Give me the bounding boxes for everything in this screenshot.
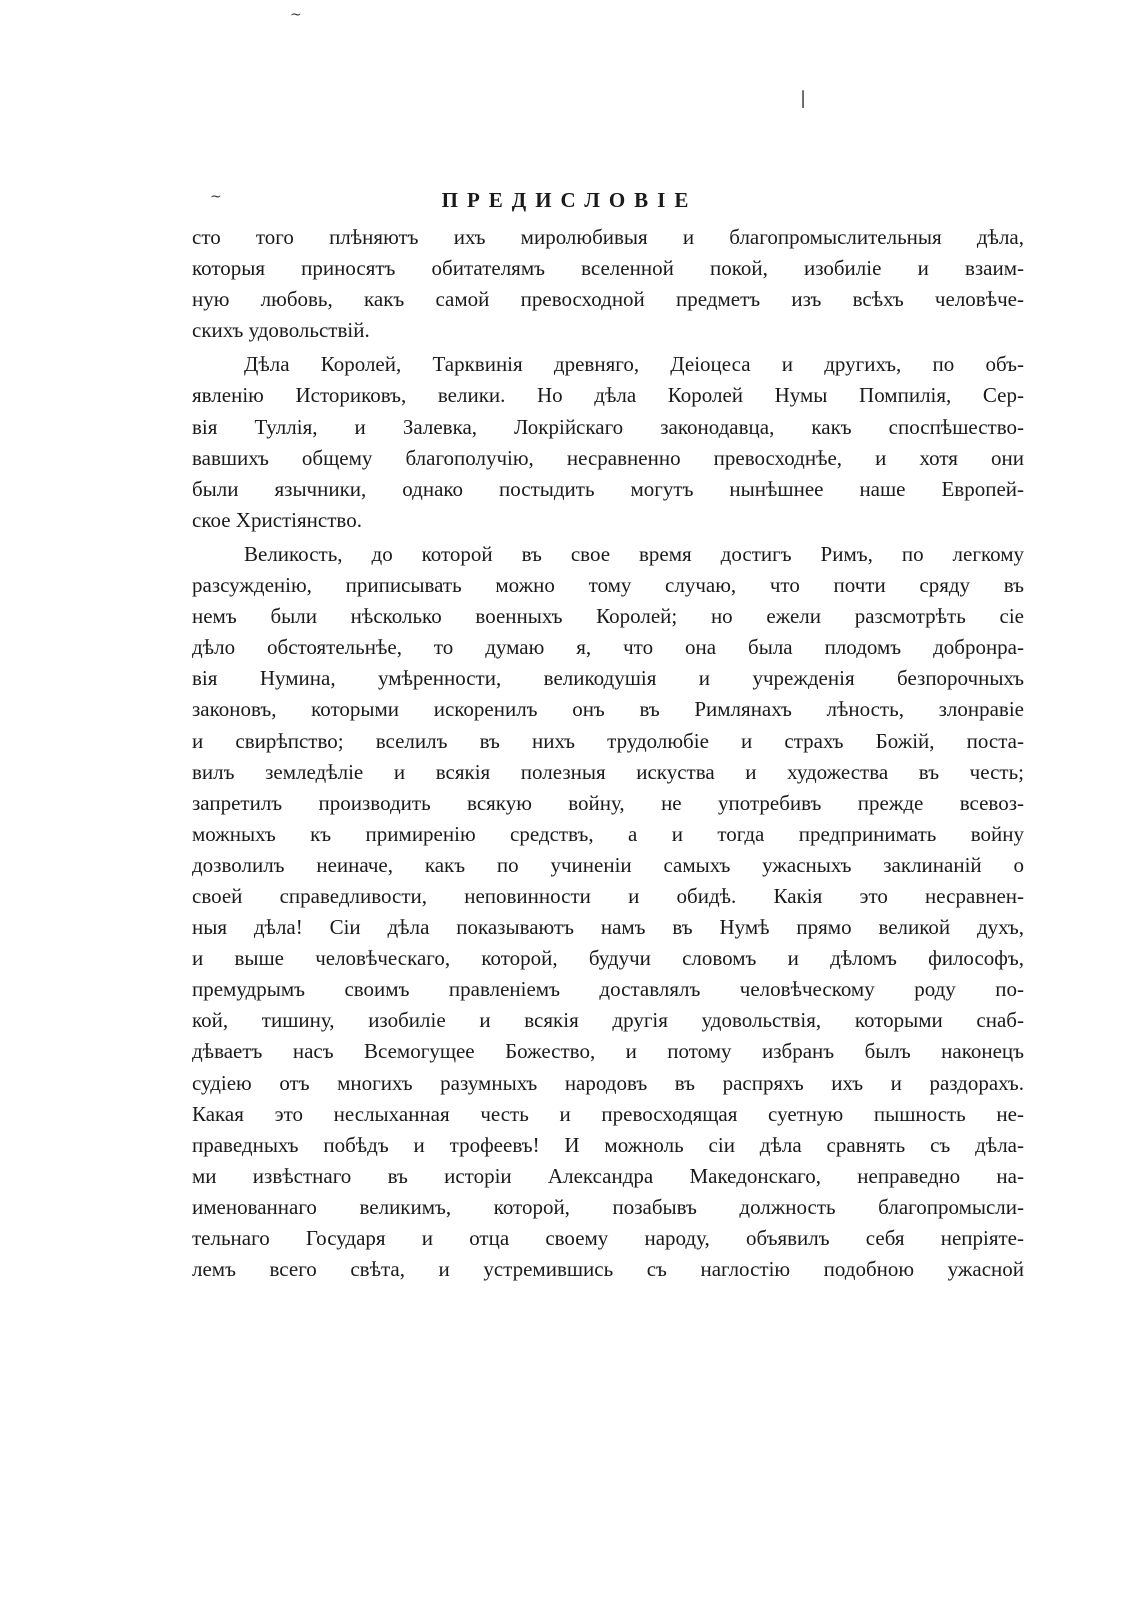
text-line: которыя приносятъ обитателямъ вселенной покой, изобиліе и взаим-: [192, 256, 1024, 281]
page-heading: ПРЕДИСЛОВІЕ: [441, 188, 698, 212]
text-line: вавшихъ общему благополучію, несравненно превосходнѣе, и хотя они: [192, 445, 1024, 470]
text-line: сто того плѣняютъ ихъ миролюбивыя и благопромыслительныя дѣла,: [192, 225, 1024, 249]
text-line: кой, тишину, изобиліе и всякія другія удовольствія, которыми снаб-: [192, 1008, 1024, 1033]
text-line: и выше человѣческаго, которой, будучи словомъ и дѣломъ философъ,: [192, 946, 1024, 971]
text-line: ское Христіянство.: [192, 507, 362, 532]
text-line: Великость, до которой въ свое время достигъ Римъ, по легкому: [244, 541, 1024, 566]
text-line: Какая это неслыханная честь и превосходящая суетную пышность не-: [192, 1101, 1024, 1126]
text-line: премудрымъ своимъ правленіемъ доставлялъ человѣческому роду по-: [192, 977, 1024, 1002]
ink-mark: |: [800, 88, 807, 109]
text-line: праведныхъ побѣдъ и трофеевъ! И можноль сіи дѣла сравнять съ дѣла-: [192, 1132, 1024, 1157]
text-line: и свирѣпство; вселилъ въ нихъ трудолюбіе и страхъ Божій, поста-: [192, 728, 1024, 753]
text-line: явленію Историковъ, велики. Но дѣла Королей Нумы Помпилія, Сер-: [192, 383, 1024, 408]
text-line: вія Туллія, и Залевка, Локрійскаго законодавца, какъ споспѣшество-: [192, 414, 1024, 439]
text-line: немъ были нѣсколько военныхъ Королей; но ежели разсмотрѣть сіе: [192, 604, 1024, 629]
text-line: скихъ удовольствій.: [192, 318, 370, 343]
text-line: разсужденію, приписывать можно тому случаю, что почти сряду въ: [192, 573, 1024, 598]
text-line: дѣваетъ насъ Всемогущее Божество, и потому избранъ былъ наконецъ: [192, 1039, 1024, 1064]
text-line: лемъ всего свѣта, и устремившись съ наглостію подобною ужасной: [192, 1257, 1024, 1282]
text-line: именованнаго великимъ, которой, позабывъ должность благопромысли-: [192, 1194, 1024, 1219]
text-line: судіею отъ многихъ разумныхъ народовъ въ распряхъ ихъ и раздорахъ.: [192, 1070, 1024, 1095]
body-text: [192, 222, 1024, 1285]
text-line: дозволилъ неиначе, какъ по учиненіи самыхъ ужасныхъ заклинаній о: [192, 852, 1024, 877]
text-line: запретилъ производить всякую войну, не употребивъ прежде всевоз-: [192, 790, 1024, 815]
text-line: тельнаго Государя и отца своему народу, объявилъ себя непріяте-: [192, 1226, 1024, 1250]
text-line: своей справедливости, неповинности и обидѣ. Какія это несравнен-: [192, 883, 1024, 908]
text-line: Дѣла Королей, Тарквинія древняго, Деіоцеса и другихъ, по объ-: [244, 352, 1024, 377]
text-line: ныя дѣла! Сіи дѣла показываютъ намъ въ Нумѣ прямо великой духъ,: [192, 915, 1024, 940]
ink-mark: ~: [210, 189, 222, 205]
text-line: вія Нумина, умѣренности, великодушія и учрежденія безпорочныхъ: [192, 666, 1024, 691]
text-line: дѣло обстоятельнѣе, то думаю я, что она была плодомъ добронра-: [192, 635, 1024, 660]
text-line: можныхъ къ примиренію средствъ, а и тогда предпринимать войну: [192, 821, 1024, 846]
text-line: ную любовь, какъ самой превосходной предметъ изъ всѣхъ человѣче-: [192, 287, 1024, 312]
ink-mark: ~: [290, 7, 302, 23]
text-line: законовъ, которыми искоренилъ онъ въ Римлянахъ лѣность, злонравіе: [192, 697, 1024, 722]
text-line: ми извѣстнаго въ исторіи Александра Македонскаго, неправедно на-: [192, 1163, 1024, 1188]
text-line: вилъ земледѣліе и всякія полезныя искуства и художества въ честь;: [192, 759, 1024, 784]
text-line: были язычники, однако постыдить могутъ нынѣшнее наше Европей-: [192, 476, 1024, 501]
